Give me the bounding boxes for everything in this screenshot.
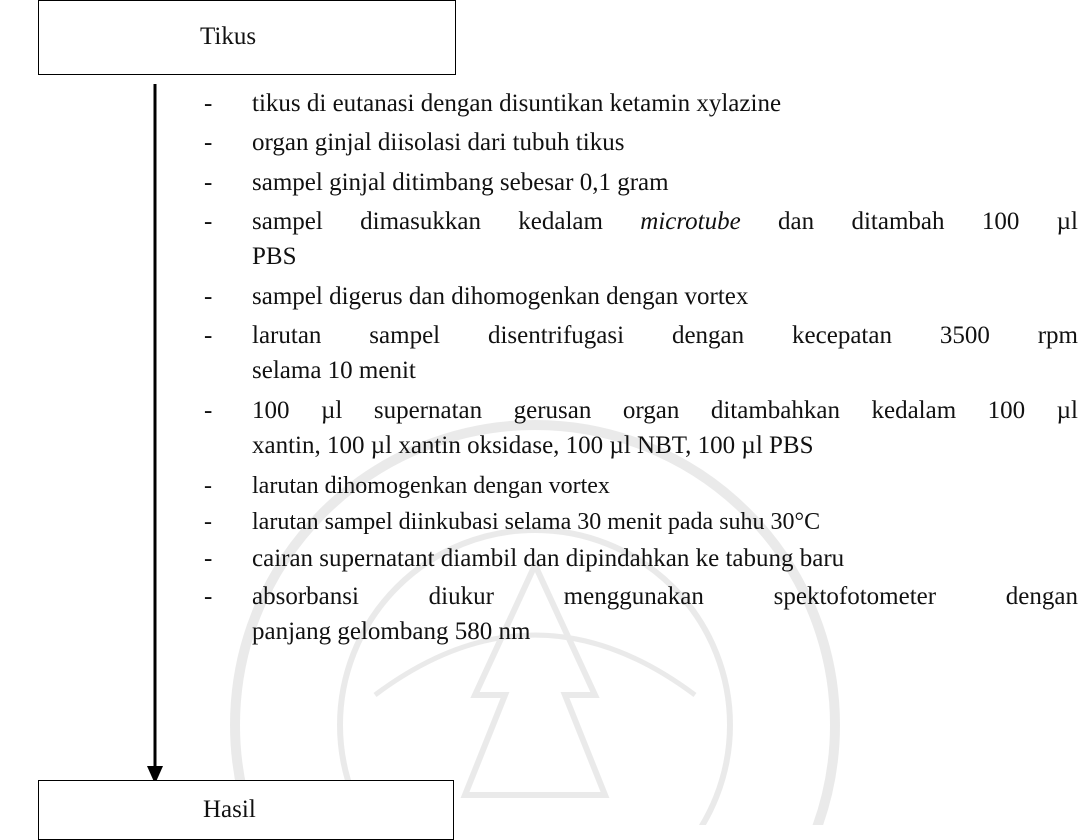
step-text: [252, 204, 1078, 240]
step-text: larutan sampel disentrifugasi dengan kecepatan 3500 rpm: [252, 322, 1078, 349]
step-text-part: sampel dimasukkan kedalam: [252, 208, 641, 235]
bullet-dash: -: [204, 283, 213, 310]
end-box: [38, 780, 454, 840]
step-text: sampel ginjal ditimbang sebesar 0,1 gram: [252, 169, 669, 196]
step-text: larutan sampel diinkubasi selama 30 menit pada suhu 30°C: [252, 509, 821, 535]
step-text: panjang gelombang 580 nm: [252, 618, 531, 645]
bullet-dash: -: [204, 208, 213, 235]
step-text-emphasis: microtube: [640, 208, 741, 235]
end-box-label: Hasil: [203, 796, 256, 823]
bullet-dash: -: [204, 509, 212, 535]
step-text: tikus di eutanasi dengan disuntikan ketamin xylazine: [252, 90, 782, 117]
bullet-dash: -: [204, 90, 213, 117]
step-text: absorbansi diukur menggunakan spektofotometer dengan: [252, 583, 1078, 610]
step-text: xantin, 100 µl xantin oksidase, 100 µl NBT, 100 µl PBS: [252, 432, 814, 459]
start-box: [38, 0, 456, 75]
step-text: PBS: [252, 243, 297, 270]
step-text: 100 µl supernatan gerusan organ ditambahkan kedalam 100 µl: [252, 397, 1078, 424]
step-text: sampel digerus dan dihomogenkan dengan vortex: [252, 283, 749, 310]
bullet-dash: -: [204, 545, 213, 572]
bullet-dash: -: [204, 473, 212, 499]
flow-arrow: [140, 84, 170, 784]
bullet-dash: -: [204, 169, 213, 196]
bullet-dash: -: [204, 129, 213, 156]
step-text: organ ginjal diisolasi dari tubuh tikus: [252, 129, 625, 156]
step-text: larutan dihomogenkan dengan vortex: [252, 473, 610, 499]
start-box-label: Tikus: [200, 23, 257, 50]
bullet-dash: -: [204, 397, 213, 424]
step-text-part: dan ditambah 100 µl: [740, 208, 1078, 235]
bullet-dash: -: [204, 322, 213, 349]
step-text: selama 10 menit: [252, 357, 416, 384]
step-text: cairan supernatant diambil dan dipindahkan ke tabung baru: [252, 545, 845, 572]
bullet-dash: -: [204, 583, 213, 610]
